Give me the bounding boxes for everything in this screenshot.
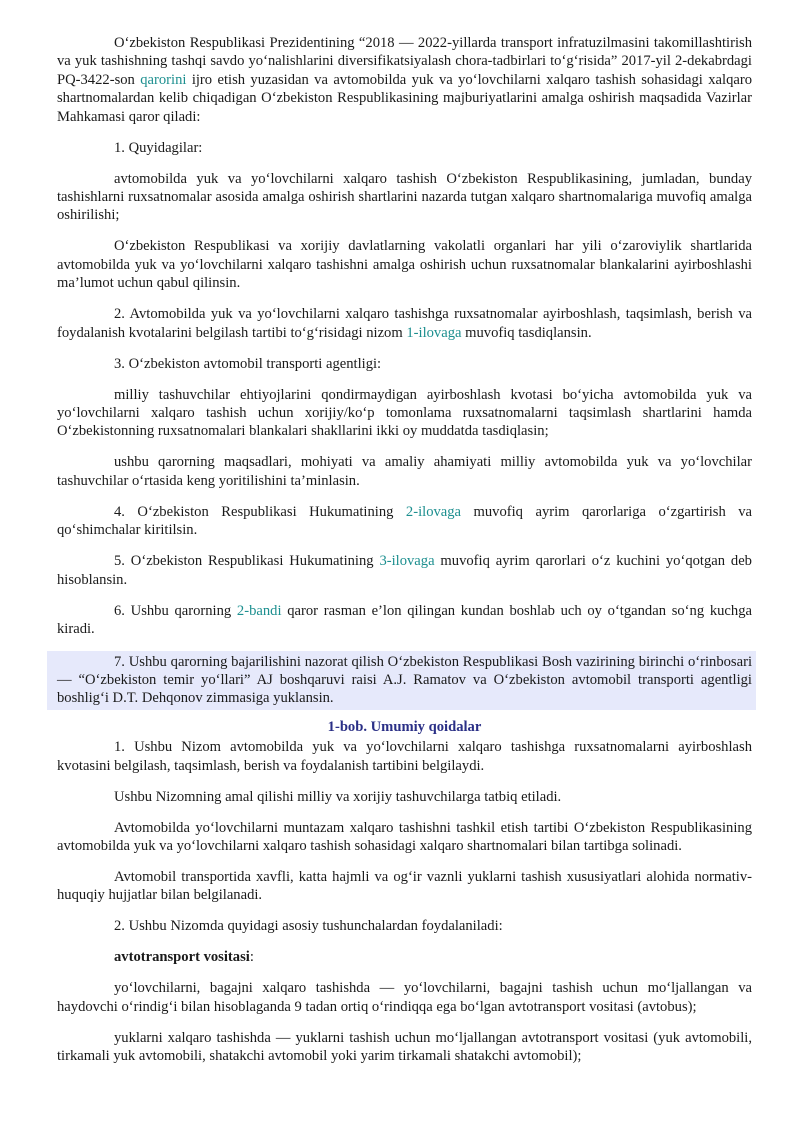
- definition-2: yuklarni xalqaro tashishda — yuklarni tashish uchun mo‘ljallangan avtotransport vositasi (yuk avtomobili, tirkamali yuk avtomobili, shatakchi avtomobil yoki yarim tirkamali shatakchi avtomobil);: [57, 1029, 752, 1065]
- chapter-p5: 2. Ushbu Nizomda quyidagi asosiy tushunchalardan foydalaniladi:: [114, 918, 503, 935]
- chapter-p4: Avtomobil transportida xavfli, katta hajmli va og‘ir vaznli yuklarni tashish xususiyatlari alohida normativ-huquqiy hujjatlar bilan belgilanadi.: [57, 868, 752, 904]
- link-item-2[interactable]: 2-bandi: [236, 602, 282, 619]
- link-annex-1[interactable]: 1-ilovaga: [406, 324, 462, 341]
- item-2-text-end: muvofiq tasdiqlansin.: [461, 324, 592, 341]
- item-5: [57, 552, 752, 589]
- item-3-title: 3. O‘zbekiston avtomobil transporti agentligi:: [114, 355, 382, 372]
- link-annex-2[interactable]: 2-ilovaga: [405, 503, 462, 520]
- item-6-text-end: qaror rasman e’lon qilingan kundan boshlab uch oy o‘tgandan so‘ng kuchga kiradi.: [57, 602, 752, 638]
- item-4-text-end: muvofiq ayrim qarorlariga o‘zgartirish va qo‘shimchalar kiritilsin.: [57, 503, 752, 539]
- chapter-p2: Ushbu Nizomning amal qilishi milliy va xorijiy tashuvchilarga tatbiq etiladi.: [114, 788, 562, 805]
- item-1-b: O‘zbekiston Respublikasi va xorijiy davlatlarning vakolatli organlari har yili o‘zaroviylik shartlarida avtomobilda yuk va yo‘lovchilarni xalqaro tashishni amalga oshirish uchun ruxsatnomalar blankalarini ayirboshlashi ma’lumot uchun qabul qilinsin.: [57, 238, 752, 292]
- chapter-title: 1-bob. Umumiy qoidalar: [327, 718, 482, 735]
- item-5-text: 5. O‘zbekiston Respublikasi Hukumatining: [114, 553, 380, 570]
- item-4: [57, 503, 752, 540]
- term-colon: :: [249, 949, 254, 966]
- highlighted-paragraph: [47, 651, 756, 710]
- intro-text: O‘zbekiston Respublikasi Prezidentining “2018 — 2022-yillarda transport infratuzilmasini takomillashtirish va yuk tashishning tashqi savdo yo‘nalishlarini diversifikatsiyalash chora-tadbirlari to‘g‘risida” 2017-yil 2-dekabrdagi PQ-3422-son: [57, 35, 752, 88]
- item-6-text: 6. Ushbu qarorning: [114, 602, 237, 619]
- item-6: [57, 602, 752, 639]
- term-heading: [57, 948, 752, 966]
- item-4-text: 4. O‘zbekiston Respublikasi Hukumatining: [114, 503, 406, 520]
- link-qarorini[interactable]: qarorini: [140, 71, 187, 88]
- decree-intro: [57, 34, 752, 126]
- item-2: [57, 305, 752, 342]
- item-3-a: milliy tashuvchilar ehtiyojlarini qondirmaydigan ayirboshlash kvotasi bo‘yicha avtomobilda yuk va yo‘lovchilarni xalqaro tashish uchun xorijiy/ko‘p tomonlama ruxsatnomalarni taqsimlash shartlarini hamda O‘zbekistonning ruxsatnomalari blankalari shakllarini ikki oy muddatda tasdiqlasin;: [57, 386, 752, 440]
- chapter-p3: Avtomobilda yo‘lovchilarni muntazam xalqaro tashishni tashkil etish tartibi O‘zbekiston Respublikasining avtomobilda yuk va yo‘lovchilarni xalqaro tashish sohasidagi xalqaro shartnomalari bilan tartibga solinadi.: [57, 819, 752, 854]
- item-7: 7. Ushbu qarorning bajarilishini nazorat qilish O‘zbekiston Respublikasi Bosh vazirining birinchi o‘rinbosari — “O‘zbekiston temir yo‘llari” AJ boshqaruvi raisi A.J. Ramatov va O‘zbekiston avtomobil transporti agentligi boshlig‘i D.T. Dehqonov zimmasiga yuklansin.: [57, 653, 752, 707]
- link-annex-3[interactable]: 3-ilovaga: [379, 553, 435, 570]
- item-3-b: ushbu qarorning maqsadlari, mohiyati va amaliy ahamiyati milliy avtomobilda yuk va yo‘lovchilar tashuvchilar o‘rtasida keng yoritilishini ta’minlasin.: [57, 454, 752, 489]
- item-5-text-end: muvofiq ayrim qarorlari o‘z kuchini yo‘qotgan deb hisoblansin.: [57, 553, 752, 588]
- term-label: avtotransport vositasi: [114, 949, 250, 966]
- intro-text-end: ijro etish yuzasidan va avtomobilda yuk va yo‘lovchilarni xalqaro tashish sohasidagi xalqaro shartnomalardan kelib chiqadigan O‘zbekiston Respublikasining majburiyatlarini amalga oshirish maqsadida Vazirlar Mahkamasi qaror qiladi:: [57, 71, 753, 125]
- chapter-p1: 1. Ushbu Nizom avtomobilda yuk va yo‘lovchilarni xalqaro tashishga ruxsatnomalarni ayirboshlash kvotasini belgilash, taqsimlash, berish va foydalanish tartibini belgilaydi.: [57, 739, 752, 774]
- item-1-a: avtomobilda yuk va yo‘lovchilarni xalqaro tashish O‘zbekiston Respublikasining, jumladan, bunday tashishlarni ruxsatnomalar asosida amalga oshirish shartlarini nazarda tutgan xalqaro shartnomalariga muvofiq amalga oshirilishi;: [57, 170, 752, 224]
- item-2-text: 2. Avtomobilda yuk va yo‘lovchilarni xalqaro tashishga ruxsatnomalar ayirboshlash, taqsimlash, berish va foydalanish kvotalarini belgilash tartibi to‘g‘risidagi nizom: [57, 306, 752, 341]
- item-1-title: 1. Quyidagilar:: [114, 139, 203, 156]
- definition-1: yo‘lovchilarni, bagajni xalqaro tashishda — yo‘lovchilarni, bagajni tashish uchun mo‘ljallangan va haydovchi o‘rindig‘i bilan hisoblaganda 9 tadan ortiq o‘rindiqqa ega bo‘lgan avtotransport vositasi (avtobus);: [57, 980, 752, 1015]
